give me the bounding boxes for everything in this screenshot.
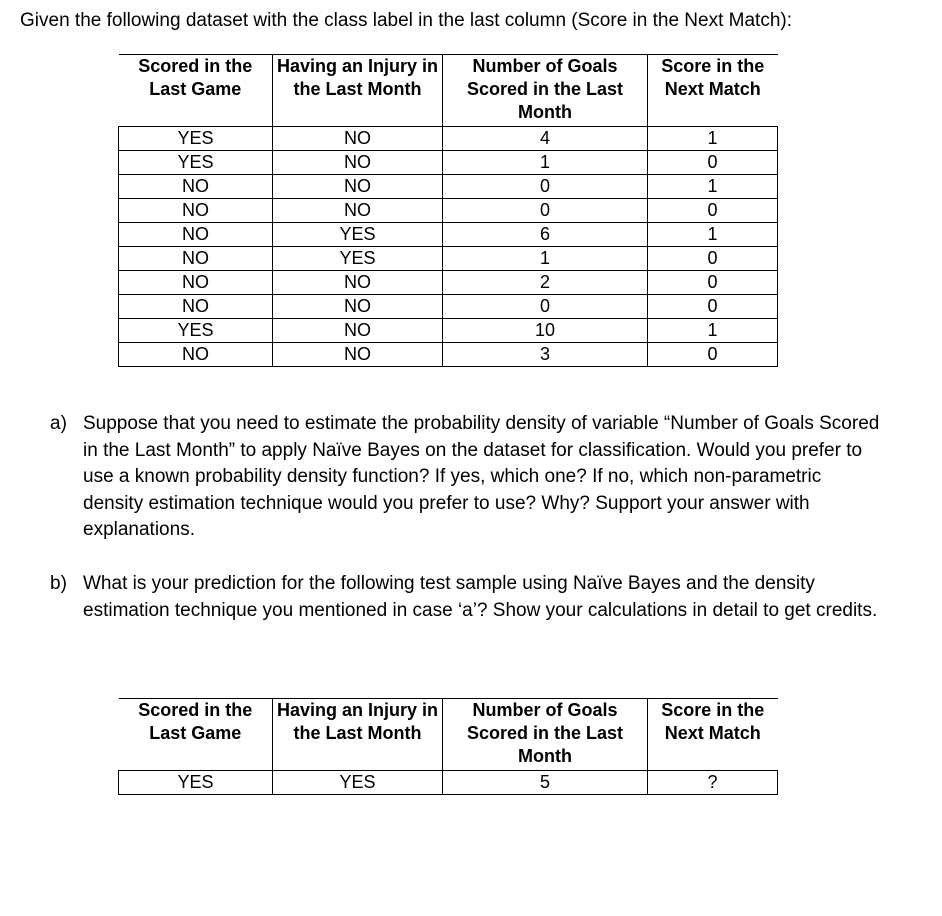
table-cell: 0 (648, 271, 778, 295)
table-row (119, 151, 778, 175)
table-cell: 4 (443, 127, 648, 151)
table-header-row (119, 55, 778, 127)
table-cell: 1 (443, 247, 648, 271)
table-cell: NO (273, 199, 443, 223)
table-cell: 5 (443, 771, 648, 795)
table-cell: NO (273, 319, 443, 343)
table-cell: 10 (443, 319, 648, 343)
column-header: Number of Goals Scored in the Last Month (443, 55, 648, 127)
table-cell: NO (119, 271, 273, 295)
test-sample-table (118, 698, 778, 795)
table-cell: 0 (648, 295, 778, 319)
table-cell: 2 (443, 271, 648, 295)
table-row (119, 199, 778, 223)
column-header: Scored in the Last Game (119, 699, 273, 771)
table-cell: 0 (443, 295, 648, 319)
table-cell: YES (119, 319, 273, 343)
column-header: Having an Injury in the Last Month (273, 55, 443, 127)
table-row (119, 343, 778, 367)
table-cell: 0 (443, 199, 648, 223)
table-cell: 3 (443, 343, 648, 367)
column-header: Scored in the Last Game (119, 55, 273, 127)
table-cell: 1 (648, 175, 778, 199)
training-data-body (119, 127, 778, 367)
table-cell: 0 (443, 175, 648, 199)
table-cell: YES (119, 127, 273, 151)
table-row (119, 247, 778, 271)
table-row (119, 127, 778, 151)
table-cell: NO (273, 151, 443, 175)
table-cell: NO (273, 175, 443, 199)
table-cell: YES (119, 771, 273, 795)
question-b-label: b) (50, 573, 67, 594)
table-cell: NO (119, 247, 273, 271)
table-cell: YES (273, 771, 443, 795)
table-cell: 0 (648, 199, 778, 223)
column-header: Score in the Next Match (648, 55, 778, 127)
table-cell: NO (119, 175, 273, 199)
table-cell: NO (119, 295, 273, 319)
test-row (119, 771, 778, 795)
table-cell: 1 (648, 127, 778, 151)
table-cell: 0 (648, 343, 778, 367)
question-b (50, 571, 880, 624)
table-header-row (119, 699, 778, 771)
intro-text: Given the following dataset with the class label in the last column (Score in the Next Match): (20, 10, 792, 31)
table-cell: NO (273, 271, 443, 295)
table-cell: NO (273, 343, 443, 367)
table-row (119, 295, 778, 319)
table-cell: NO (119, 223, 273, 247)
table-cell: 0 (648, 151, 778, 175)
table-row (119, 319, 778, 343)
question-a (50, 411, 880, 544)
table-row (119, 175, 778, 199)
table-cell: 1 (648, 319, 778, 343)
table-cell: YES (273, 223, 443, 247)
table-cell: YES (273, 247, 443, 271)
column-header: Score in the Next Match (648, 699, 778, 771)
question-a-text: Suppose that you need to estimate the probability density of variable “Number of Goals Scored in the Last Month” to apply Naïve Bayes on the dataset for classification. Would you prefer to use a known probability density function? If yes, which one? If no, which non-parametric density estimation technique would you prefer to use? Why? Support your answer with explanations. (83, 413, 880, 540)
table-cell: 1 (648, 223, 778, 247)
table-cell: 6 (443, 223, 648, 247)
table-cell: 1 (443, 151, 648, 175)
question-b-text: What is your prediction for the following test sample using Naïve Bayes and the density estimation technique you mentioned in case ‘a’? Show your calculations in detail to get credits. (83, 573, 878, 621)
column-header: Number of Goals Scored in the Last Month (443, 699, 648, 771)
table-cell: NO (273, 127, 443, 151)
table-cell: YES (119, 151, 273, 175)
column-header: Having an Injury in the Last Month (273, 699, 443, 771)
table-row (119, 223, 778, 247)
table-cell: NO (119, 343, 273, 367)
table-cell: NO (119, 199, 273, 223)
table-cell: ? (648, 771, 778, 795)
table-row (119, 271, 778, 295)
training-data-table (118, 54, 778, 367)
question-a-label: a) (50, 413, 67, 434)
table-cell: NO (273, 295, 443, 319)
table-cell: 0 (648, 247, 778, 271)
